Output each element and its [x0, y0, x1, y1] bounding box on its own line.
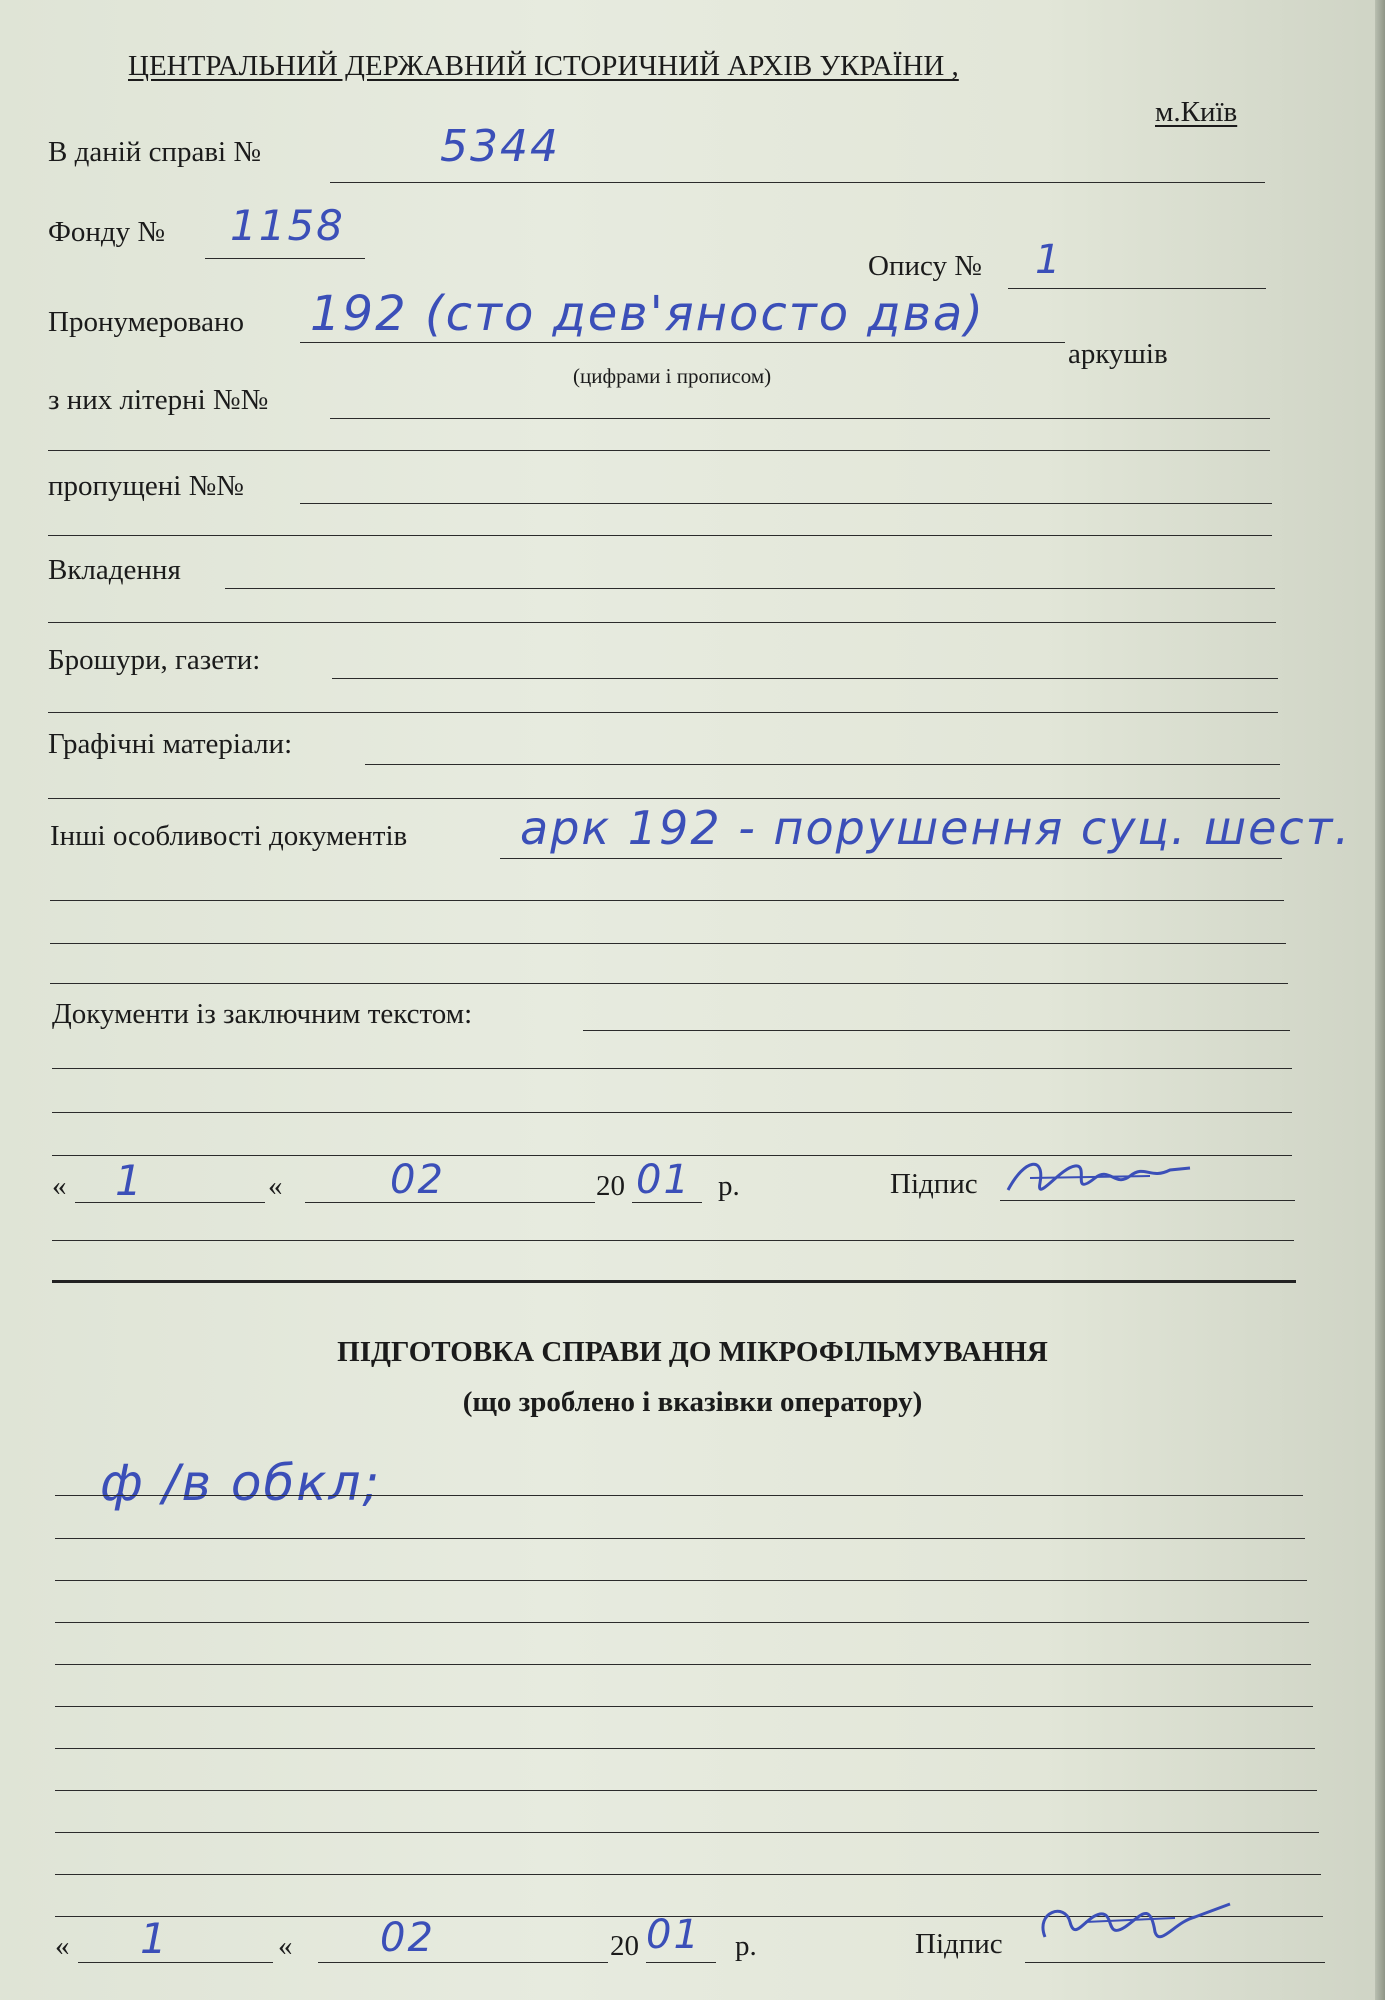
archive-city: м.Київ [1155, 96, 1238, 128]
other-features-value: арк 192 - порушення суц. шест. [520, 801, 1352, 855]
date1-year-prefix: 20 [596, 1170, 625, 1202]
page-edge-shadow [1375, 0, 1385, 2000]
date2-year: 01 [646, 1912, 701, 1958]
final-text-label: Документи із заключним текстом: [52, 998, 473, 1030]
section-line-9 [55, 1832, 1319, 1833]
date2-signature-label: Підпис [915, 1928, 1003, 1960]
section-line-4 [55, 1622, 1309, 1623]
section-line-3 [55, 1580, 1307, 1581]
date2-year-line [646, 1962, 716, 1963]
other-features-line-3 [50, 943, 1286, 944]
opys-label: Опису № [868, 250, 982, 282]
date2-close-quote: « [278, 1930, 293, 1962]
date2-month-line [318, 1962, 608, 1963]
date1-open-quote: « [52, 1170, 67, 1202]
section-line-5 [55, 1664, 1311, 1665]
opys-line [1008, 288, 1266, 289]
letter-numbers-label: з них літерні №№ [48, 384, 269, 416]
date1-day-line [75, 1202, 265, 1203]
section-line-8 [55, 1790, 1317, 1791]
date1-signature [1000, 1148, 1200, 1208]
section-line-7 [55, 1748, 1315, 1749]
section-note: ф /в обкл; [100, 1454, 382, 1512]
numbered-label: Пронумеровано [48, 306, 245, 338]
other-features-line-4 [50, 983, 1288, 984]
other-features-label: Інші особливості документів [50, 820, 408, 852]
numbered-hint: (цифрами і прописом) [573, 364, 772, 388]
date2-day: 1 [140, 1914, 169, 1963]
case-number-label: В даній справі № [48, 136, 261, 168]
date2-signature [1025, 1892, 1245, 1962]
brochures-line [332, 678, 1278, 679]
brochures-label: Брошури, газети: [48, 644, 261, 676]
section-line-6 [55, 1706, 1313, 1707]
fond-value: 1158 [230, 201, 345, 250]
date1-day: 1 [115, 1156, 144, 1205]
case-number-line [330, 182, 1265, 183]
date1-month-line [305, 1202, 595, 1203]
separator-line-heavy [52, 1280, 1296, 1283]
date2-month: 02 [380, 1915, 435, 1961]
date1-signature-label: Підпис [890, 1168, 978, 1200]
section-line-10 [55, 1874, 1321, 1875]
numbered-value: 192 (сто дев'яносто два) [310, 286, 985, 342]
letter-numbers-line [330, 418, 1270, 419]
other-features-line-2 [50, 900, 1284, 901]
case-number-value: 5344 [440, 121, 560, 172]
date2-day-line [78, 1962, 273, 1963]
date1-year: 01 [636, 1157, 691, 1203]
section-line-1 [55, 1495, 1303, 1496]
date1-year-mark: р. [718, 1170, 740, 1202]
section-line-2 [55, 1538, 1305, 1539]
skipped-numbers-line-2 [48, 535, 1272, 536]
date2-year-prefix: 20 [610, 1930, 639, 1962]
final-text-line [583, 1030, 1290, 1031]
section-title: ПІДГОТОВКА СПРАВИ ДО МІКРОФІЛЬМУВАННЯ [337, 1336, 1048, 1368]
sheets-suffix: аркушів [1068, 338, 1168, 370]
fond-label: Фонду № [48, 216, 166, 248]
archive-name: ЦЕНТРАЛЬНИЙ ДЕРЖАВНИЙ ІСТОРИЧНИЙ АРХІВ УКРАЇНИ , [128, 50, 959, 82]
opys-value: 1 [1035, 237, 1063, 283]
section-subtitle: (що зроблено і вказівки оператору) [462, 1386, 923, 1418]
brochures-line-2 [48, 712, 1278, 713]
final-text-line-3 [52, 1112, 1292, 1113]
attachments-line [225, 588, 1275, 589]
other-features-line [500, 858, 1282, 859]
attachments-label: Вкладення [48, 554, 181, 586]
skipped-numbers-line [300, 503, 1272, 504]
date2-signature-line [1025, 1962, 1325, 1963]
letter-numbers-line-2 [48, 450, 1270, 451]
date1-close-quote: « [268, 1170, 283, 1202]
fond-line [205, 258, 365, 259]
graphics-line-2 [48, 798, 1280, 799]
graphics-line [365, 764, 1280, 765]
attachments-line-2 [48, 622, 1276, 623]
date2-year-mark: р. [735, 1930, 757, 1962]
skipped-numbers-label: пропущені №№ [48, 470, 244, 502]
graphics-label: Графічні матеріали: [48, 728, 293, 760]
separator-line-1 [52, 1240, 1294, 1241]
date2-open-quote: « [55, 1930, 70, 1962]
date1-signature-line [1000, 1200, 1295, 1201]
numbered-line [300, 342, 1065, 343]
date1-month: 02 [390, 1157, 445, 1203]
final-text-line-2 [52, 1068, 1292, 1069]
